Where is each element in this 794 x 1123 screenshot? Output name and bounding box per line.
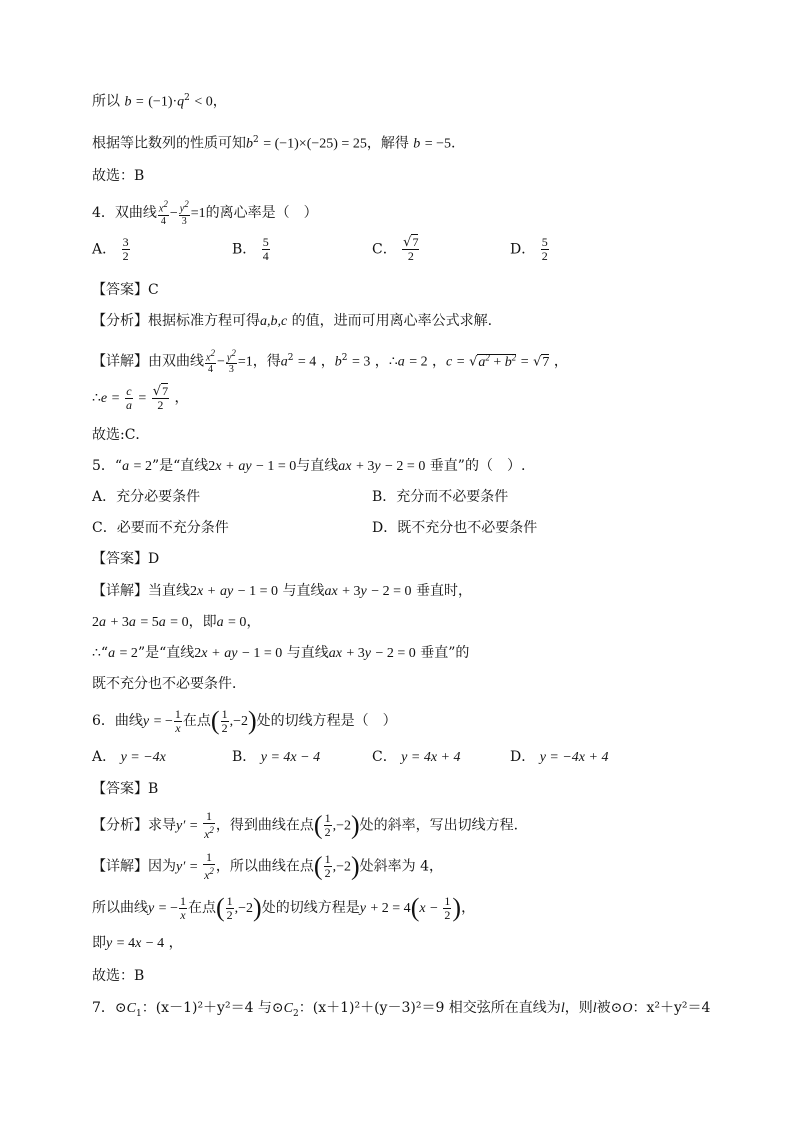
q6-option-a[interactable] — [92, 747, 166, 768]
label: B． — [232, 241, 257, 258]
text: 所以 — [92, 93, 120, 110]
label: C． — [372, 749, 397, 765]
label: B． — [232, 749, 257, 765]
text: 处的切线方程是（ ） — [256, 713, 397, 729]
label: 【详解】 — [92, 583, 148, 599]
q5-option-b[interactable]: B．充分而不必要条件 — [372, 489, 509, 505]
q6-option-d[interactable] — [510, 747, 608, 768]
q4-option-d[interactable]: D． $\frac{5}{2}$ — [510, 235, 548, 263]
q4-answer: 【答案】C — [92, 282, 159, 298]
text: ∴“ — [92, 645, 109, 661]
text: 根据等比数列的性质可知 — [92, 135, 246, 152]
label: 【详解】 — [92, 353, 148, 370]
q6-stem: 6．曲线y = − $\frac{1}{x}$ 在点( $\frac{1}{2}$ ,−2)处的切线方程是（ ） — [92, 706, 397, 735]
q6-option-c[interactable] — [372, 747, 461, 768]
text: ，解得 — [366, 135, 409, 152]
text: “ — [114, 458, 123, 474]
text: 垂直时， — [415, 583, 472, 599]
text: 因为 — [148, 858, 176, 875]
q6-detail-3: 即y = 4x − 4 ， — [92, 935, 183, 951]
text: ，则 — [564, 1000, 593, 1016]
q4-detail: 【详解】由双曲线 $\frac{x2}{4}$ − $\frac{y2}{3}$ =1，得$a^2 = 4$ ，$b^2 = 3$ ，∴a = 2 ，$c = √a^2 + b^2 = √7$ ， — [92, 347, 568, 376]
text: 被⊙ — [596, 1000, 623, 1016]
text: 处斜率为 4， — [359, 858, 444, 875]
q4-option-a[interactable]: A． $\frac{3}{2}$ — [92, 235, 129, 263]
text: 垂直”的 — [420, 645, 470, 661]
q6-choose: 故选：B — [92, 968, 145, 984]
q5-detail-2: 2a + 3a = 5a = 0，即a = 0， — [92, 614, 261, 630]
q5-answer: 【答案】D — [92, 551, 160, 567]
value: y = −4x — [120, 750, 166, 765]
q6-detail-2: 所以曲线y = − $\frac{1}{x}$ 在点( $\frac{1}{2}$ ,−2)处的切线方程是y + 2 = 4(x − $\frac{1}{2}$ )， — [92, 893, 476, 922]
text: ，即 — [188, 614, 217, 630]
q7-stem: 7．$⊙C_1$：(x－1)²＋y²＝4 与$⊙C_2$：(x＋1)²＋(y－3)²＝9 相交弦所在直线为l，则l被⊙O：x²＋y²＝4 — [92, 1000, 711, 1019]
text: ：(x＋1)²＋(y－3)²＝9 相交弦所在直线为 — [298, 1000, 561, 1016]
q5-stem: 5．“a = 2”是“直线2x + ay − 1 = 0与直线ax + 3y − 2 = 0 垂直”的（ ）. — [92, 458, 526, 474]
q4-option-b[interactable]: B． $\frac{5}{4}$ — [232, 235, 269, 263]
text: ，所以曲线在点 — [215, 858, 314, 875]
q5-option-d[interactable]: D．既不充分也不必要条件 — [372, 520, 538, 536]
text: 的离心率是（ ） — [205, 205, 318, 221]
q5-detail-1: 【详解】当直线2x + ay − 1 = 0 与直线ax + 3y − 2 = 0 垂直时， — [92, 583, 472, 599]
answer-prev: 故选：B — [92, 168, 145, 184]
text: ”是“直线 — [151, 458, 209, 474]
q4-stem: 4．双曲线 $\frac{x2}{4}$ − $\frac{y2}{3}$ =1的离心率是（ ） — [92, 199, 318, 227]
text: 由双曲线 — [148, 353, 204, 370]
label: A． — [92, 241, 117, 258]
q6-detail-1: 【详解】因为y′ = $\frac{1}{x^2}$ ，所以曲线在点( $\frac{1}{2}$ ,−2)处斜率为 4， — [92, 850, 444, 882]
vars: a,b,c — [260, 314, 288, 329]
q5-number: 5． — [92, 458, 115, 474]
q5-detail-4: 既不充分也不必要条件． — [92, 676, 246, 692]
text: 当直线 — [148, 583, 190, 599]
q4-option-c[interactable]: C． $\frac{√7}{2}$ — [372, 235, 419, 263]
text: ：(x－1)²＋y²＝4 与⊙ — [141, 1000, 284, 1016]
line-1: 所以 $b = (-1)\cdot q^2 < 0$， — [92, 93, 227, 110]
label: D． — [510, 241, 536, 258]
line-2: 根据等比数列的性质可知$b^2 = (-1)\times(-25) = 25$，解得 b = −5. — [92, 135, 456, 152]
q6-number: 6．曲线 — [92, 713, 143, 729]
q6-option-b[interactable] — [232, 747, 320, 768]
text: 在点 — [182, 713, 211, 729]
q4-analysis — [92, 311, 492, 332]
q4-number: 4．双曲线 — [92, 205, 157, 221]
value: y = 4x − 4 — [260, 750, 321, 765]
text: 即 — [92, 935, 106, 951]
text: 7．⊙ — [92, 1000, 127, 1016]
value: y = −4x + 4 — [539, 750, 609, 765]
text: 与直线 — [286, 645, 329, 661]
label: C． — [372, 241, 397, 258]
text: ，得 — [252, 353, 281, 370]
text: ”是“直线 — [137, 645, 195, 661]
text: 求导 — [148, 817, 176, 834]
text: 与直线 — [282, 583, 325, 599]
text: 处的切线方程是 — [261, 900, 360, 916]
q4-ecc: ∴e = $\frac{c}{a}$ = $\frac{√7}{2}$ ， — [92, 383, 189, 412]
text: 所以曲线 — [92, 900, 148, 916]
text: ，得到曲线在点 — [215, 817, 314, 834]
label: D． — [510, 749, 536, 765]
q4-choose: 故选:C． — [92, 427, 150, 443]
q5-detail-3: ∴“a = 2”是“直线2x + ay − 1 = 0 与直线ax + 3y − 2 = 0 垂直”的 — [92, 645, 470, 661]
q6-answer: 【答案】B — [92, 781, 159, 797]
label: A． — [92, 749, 117, 765]
text: 处的斜率，写出切线方程. — [359, 817, 519, 834]
label: 【详解】 — [92, 858, 148, 875]
text: 在点 — [187, 900, 216, 916]
label: 【分析】 — [92, 313, 148, 329]
q6-analysis: 【分析】求导y′ = $\frac{1}{x^2}$ ，得到曲线在点( $\frac{1}{2}$ ,−2)处的斜率，写出切线方程. — [92, 809, 519, 841]
q5-option-a[interactable]: A．充分必要条件 — [92, 489, 201, 505]
value: y = 4x + 4 — [401, 750, 461, 765]
label: 【分析】 — [92, 817, 148, 834]
q5-option-c[interactable]: C．必要而不充分条件 — [92, 520, 229, 536]
text: 垂直”的（ ）. — [429, 458, 526, 474]
text: 根据标准方程可得 — [148, 313, 260, 329]
text: 的值，进而可用离心率公式求解. — [291, 313, 493, 329]
text: 与直线 — [296, 458, 339, 474]
text: ：x²＋y²＝4 — [632, 1000, 711, 1016]
